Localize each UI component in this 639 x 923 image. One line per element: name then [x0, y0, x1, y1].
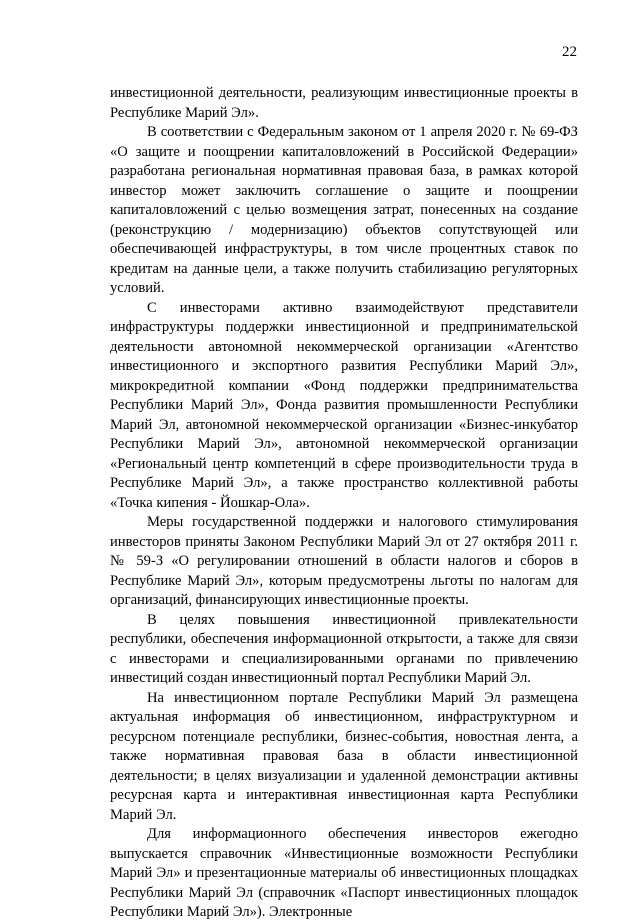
paragraph-portal-content: На инвестиционном портале Республики Марий Эл размещена актуальная информация об инвестиционном, инфраструктурном и ресурсном потенциале республики, бизнес-события, новостная лента, а также нормативная правовая база в области инвестиционной деятельности; в целях визуализации и удаленной демонстрации активны ресурсная карта и интерактивная инвестиционная карта Республики Марий Эл.: [110, 689, 578, 823]
paragraph-tax-incentives: Меры государственной поддержки и налогового стимулирования инвесторов приняты Законом Республики Марий Эл от 27 октября 2011 г. № 59-З «О регулировании отношений в области налогов и сборов в Республике Марий Эл», которым предусмотрены льготы по налогам для организаций, финансирующих инвестиционные проекты.: [110, 514, 578, 608]
paragraph-continuation: инвестиционной деятельности, реализующим инвестиционные проекты в Республике Марий Эл».: [110, 85, 578, 121]
document-body: [110, 84, 578, 923]
paragraph-infrastructure-support: С инвесторами активно взаимодействуют представители инфраструктуры поддержки инвестиционной и предпринимательской деятельности автономной некоммерческой организации «Агентство инвестиционного и экспортного развития Республики Марий Эл», микрокредитной компании «Фонд поддержки предпринимательства Республики Марий Эл», Фонда развития промышленности Республики Марий Эл, автономной некоммерческой организации «Бизнес-инкубатор Республики Марий Эл», автономной некоммерческой организации «Региональный центр компетенций в сфере производительности труда в Республике Марий Эл», а также пространство коллективной работы «Точка кипения - Йошкар-Ола».: [110, 299, 578, 511]
page-number: 22: [562, 44, 577, 60]
paragraph-investment-portal: В целях повышения инвестиционной привлекательности республики, обеспечения информационной открытости, а также для связи с инвесторами и специализированными органами по привлечению инвестиций создан инвестиционный портал Республики Марий Эл.: [110, 611, 578, 686]
paragraph-information-support: Для информационного обеспечения инвесторов ежегодно выпускается справочник «Инвестиционные возможности Республики Марий Эл» и презентационные материалы об инвестиционных площадках Республики Марий Эл (справочник «Паспорт инвестиционных площадок Республики Марий Эл»). Электронные: [110, 826, 578, 920]
paragraph-federal-law: В соответствии с Федеральным законом от 1 апреля 2020 г. № 69-ФЗ «О защите и поощрении капиталовложений в Российской Федерации» разработана региональная нормативная правовая база, в рамках которой инвестор может заключить соглашение о защите и поощрении капиталовложений с целью возмещения затрат, понесенных на создание (реконструкцию / модернизацию) объектов сопутствующей или обеспечивающей инфраструктуры, в том числе процентных ставок по кредитам на данные цели, а также получить стабилизацию регуляторных условий.: [110, 124, 578, 296]
